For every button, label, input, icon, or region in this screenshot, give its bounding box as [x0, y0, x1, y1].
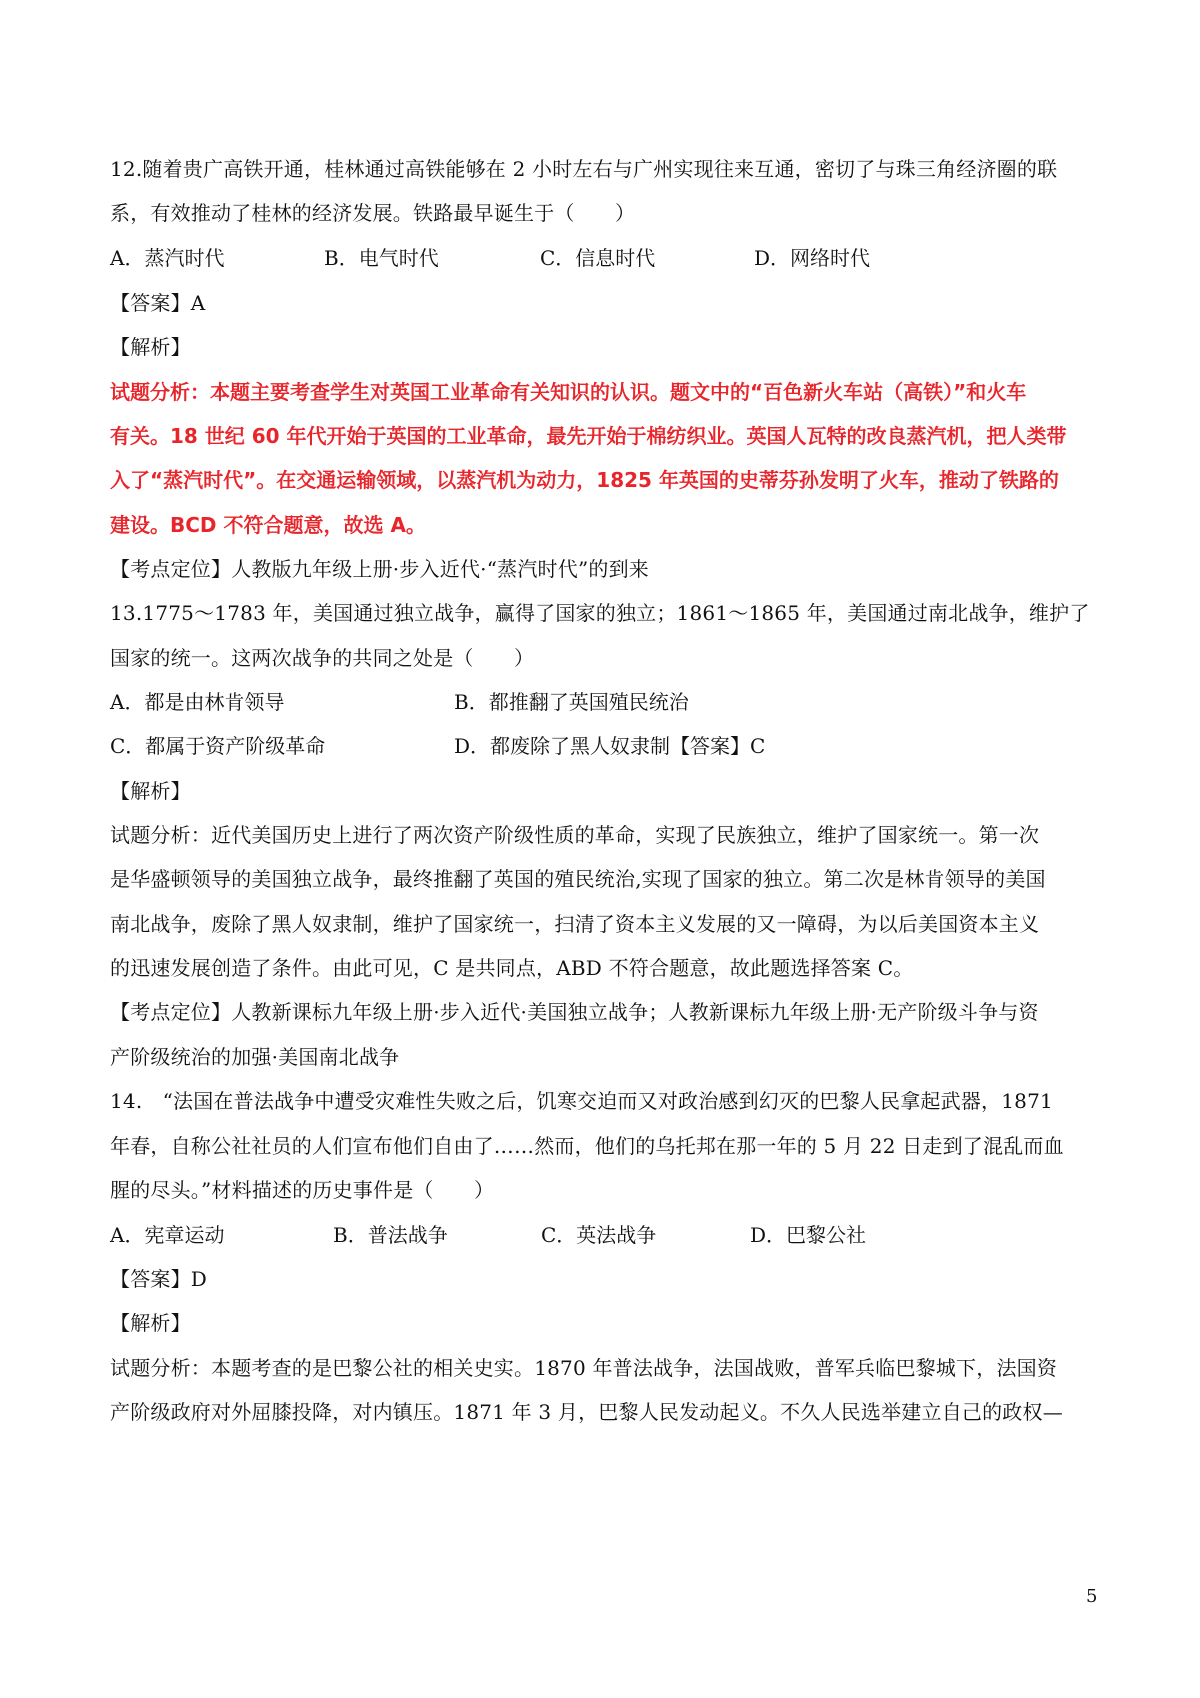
page-number: 5: [1086, 1586, 1098, 1607]
q14-answer: 【答案】D: [110, 1267, 208, 1291]
q12-option-a: A．蒸汽时代: [110, 246, 225, 270]
q14-analysis-line-1: 试题分析：本题考查的是巴黎公社的相关史实。1870 年普法战争，法国战败，普军兵临巴黎城下，法国资: [110, 1356, 1058, 1380]
q12-stem-line-2: 系，有效推动了桂林的经济发展。铁路最早诞生于（ ）: [110, 201, 636, 225]
q13-analysis-line-4: 的迅速发展创造了条件。由此可见，C 是共同点，ABD 不符合题意，故此题选择答案 C。: [110, 956, 914, 980]
q13-kaodian-line-1: 【考点定位】人教新课标九年级上册·步入近代·美国独立战争；人教新课标九年级上册·无产阶级斗争与资: [110, 1000, 1039, 1024]
q13-analysis-line-1: 试题分析：近代美国历史上进行了两次资产阶级性质的革命，实现了民族独立，维护了国家统一。第一次: [110, 823, 1040, 847]
q13-option-c: C．都属于资产阶级革命: [110, 734, 326, 758]
q13-option-a: A．都是由林肯领导: [110, 690, 285, 714]
q14-option-d: D．巴黎公社: [750, 1223, 867, 1247]
q12-kaodian: 【考点定位】人教版九年级上册·步入近代·“蒸汽时代”的到来: [110, 557, 649, 581]
q14-option-b: B．普法战争: [333, 1223, 448, 1247]
q13-option-b: B．都推翻了英国殖民统治: [454, 690, 689, 714]
q14-stem-line-3: 腥的尽头。”材料描述的历史事件是（ ）: [110, 1178, 495, 1202]
q12-answer: 【答案】A: [110, 291, 206, 315]
q13-analysis-line-2: 是华盛顿领导的美国独立战争，最终推翻了英国的殖民统治,实现了国家的独立。第二次是林肯领导的美国: [110, 867, 1046, 891]
q13-analysis-line-3: 南北战争，废除了黑人奴隶制，维护了国家统一，扫清了资本主义发展的又一障碍，为以后美国资本主义: [110, 912, 1040, 936]
q12-analysis-line-4: 建设。BCD 不符合题意，故选 A。: [110, 513, 426, 537]
q13-analysis-label: 【解析】: [110, 779, 191, 803]
q14-analysis-label: 【解析】: [110, 1311, 191, 1335]
q12-analysis-label: 【解析】: [110, 335, 191, 359]
q12-stem-line-1: 12.随着贵广高铁开通，桂林通过高铁能够在 2 小时左右与广州实现往来互通，密切了与珠三角经济圈的联: [110, 157, 1058, 181]
q14-stem-line-2: 年春，自称公社社员的人们宣布他们自由了……然而，他们的乌托邦在那一年的 5 月 22 日走到了混乱而血: [110, 1134, 1064, 1158]
q12-option-c: C．信息时代: [540, 246, 656, 270]
q13-option-d: D．都废除了黑人奴隶制【答案】C: [454, 734, 766, 758]
q13-stem-line-2: 国家的统一。这两次战争的共同之处是（ ）: [110, 646, 535, 670]
q13-stem-line-1: 13.1775～1783 年，美国通过独立战争，赢得了国家的独立；1861～1865 年，美国通过南北战争，维护了: [110, 601, 1090, 625]
q12-analysis-line-2: 有关。18 世纪 60 年代开始于英国的工业革命，最先开始于棉纺织业。英国人瓦特的改良蒸汽机，把人类带: [110, 424, 1067, 448]
q12-option-b: B．电气时代: [324, 246, 439, 270]
q14-option-c: C．英法战争: [541, 1223, 657, 1247]
q14-stem-line-1: 14. “法国在普法战争中遭受灾难性失败之后，饥寒交迫而又对政治感到幻灭的巴黎人民拿起武器，1871: [110, 1089, 1053, 1113]
q13-kaodian-line-2: 产阶级统治的加强·美国南北战争: [110, 1045, 400, 1069]
q12-analysis-line-3: 入了“蒸汽时代”。在交通运输领域，以蒸汽机为动力，1825 年英国的史蒂芬孙发明了火车，推动了铁路的: [110, 468, 1059, 492]
q12-option-d: D．网络时代: [754, 246, 871, 270]
q14-analysis-line-2: 产阶级政府对外屈膝投降，对内镇压。1871 年 3 月，巴黎人民发动起义。不久人民选举建立自己的政权—: [110, 1400, 1063, 1424]
q14-option-a: A．宪章运动: [110, 1223, 225, 1247]
q12-analysis-line-1: 试题分析：本题主要考查学生对英国工业革命有关知识的认识。题文中的“百色新火车站（高铁）”和火车: [110, 380, 1027, 404]
